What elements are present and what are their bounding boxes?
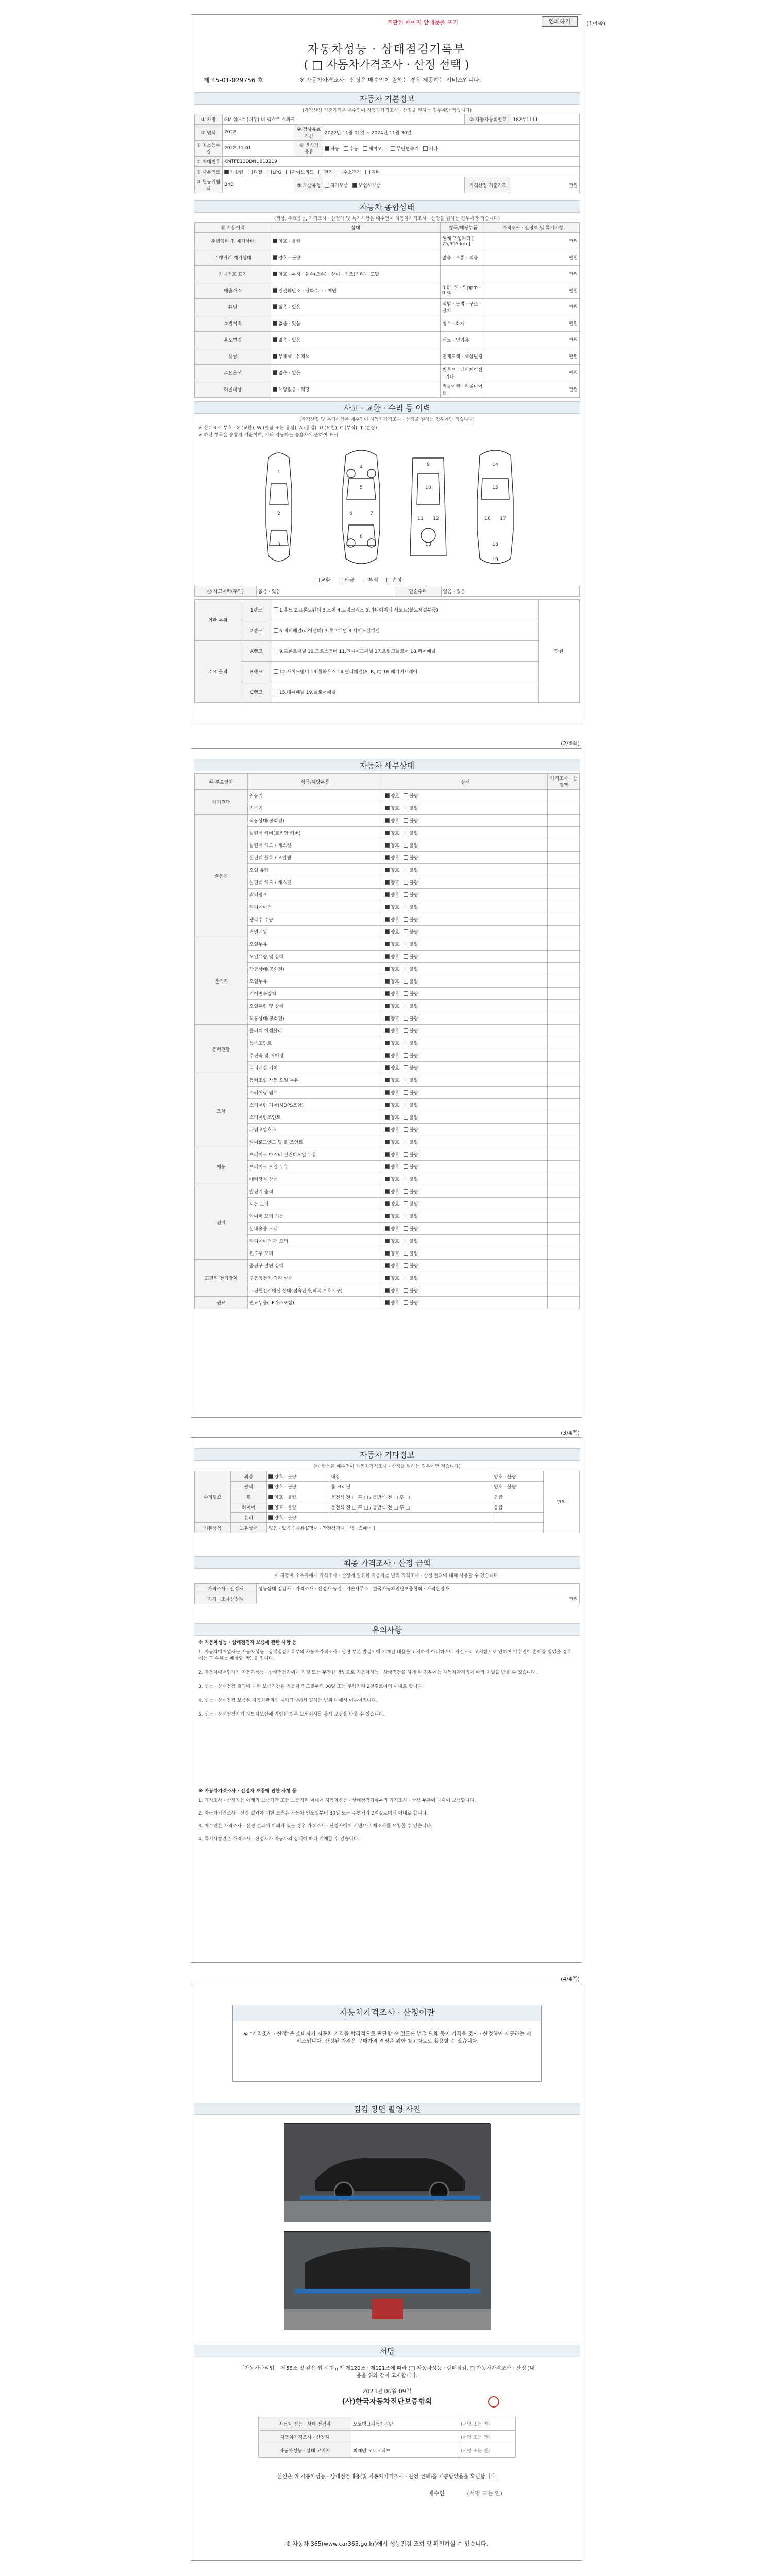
detail-row: 스티어링조인트 양호 불량 xyxy=(195,1111,580,1124)
overall-table: ⑪ 사용이력 상태 항목/해당부품 가격조사 · 산정액 및 특기사항 주행거리 및 계기상태 양호 · 불량 현재 주행거리 [ 75,995 km ] 만원 주행거리 계기상태 양호 · 불량 많음 · 보통 · 적음 만원 차대번호 표기 양호 · 부식 · 훼손(오손) · 상이 · 변조(변타) · 도말 만원 배출가스 일산화탄소 · 탄화수소 · 매연 0.01 % · 5 ppm · 0 % 만원 튜닝 없음 · 있음 적법 · 불법 · 구조 · 장치 만원 특별이력 없음 · 있음 침수 · 화재 만원 용도변경 없음 · 있음 렌트 · 영업용 만원 색상 무채색 · 유채색 전체도색 · 색상변경 만원 주요옵션 없음 · 있음 썬루프 · 네비게이션 · 기타 만원 리콜대상 해당없음 · 해당 리콜이행 · 리콜미이행 만원 xyxy=(194,222,580,398)
page-number: (1/4쪽) xyxy=(586,20,606,27)
document-title: 자동차성능 · 상태점검기록부 xyxy=(307,43,465,56)
page-1 xyxy=(191,14,606,725)
part-number-5: 5 xyxy=(360,485,363,490)
detail-row: 냉각수 수량 양호 불량 xyxy=(195,913,580,926)
part-number-12: 12 xyxy=(433,516,439,521)
frame-row: 2랭크 6.쿼터패널(리어펜더) 7.루프패널 8.사이드실패널 xyxy=(195,620,580,641)
overall-row: 색상 무채색 · 유채색 전체도색 · 색상변경 만원 xyxy=(195,348,580,365)
info-box xyxy=(232,2005,542,2082)
basic-info-note: (가격산정 기준가격은 매수인이 자동차가격조사 · 산정을 원하는 경우에만 적습니다) xyxy=(302,108,472,113)
document-notice: ※ 자동차가격조사 · 산정은 매수인이 원하는 경우 제공하는 서비스입니다. xyxy=(299,77,481,83)
option: 수동 xyxy=(344,147,358,152)
legend-item: 판금 xyxy=(339,578,354,583)
part-number-1: 1 xyxy=(277,470,280,475)
page-number: (3/4쪽) xyxy=(561,1430,580,1436)
other-row: 수리필요 외장 양호 · 불량 내장 양호 · 불량 만원 xyxy=(195,1471,580,1482)
overall-row: 차대번호 표기 양호 · 부식 · 훼손(오손) · 상이 · 변조(변타) · 도말 만원 xyxy=(195,266,580,282)
detail-row: 실린더 블록 / 오일팬 양호 불량 xyxy=(195,852,580,864)
option: 수소전기 xyxy=(338,170,361,175)
section-detail: 자동차 세부상태 xyxy=(194,759,580,771)
detail-row: 실린더 커버(로커암 커버) 양호 불량 xyxy=(195,827,580,839)
page-number: (4/4쪽) xyxy=(561,1976,580,1982)
detail-row: 스티어링 기어(MDPS포함) 양호 불량 xyxy=(195,1099,580,1111)
other-row: 타이어 양호 · 불량 운전석 전 □ 후 □ / 동반석 전 □ 후 □ 응급 xyxy=(195,1502,580,1513)
frame-row: 외판 부위 1랭크 1.후드 2.프론트휀더 3.도어 4.트렁크리드 5.라디에이터 서포트(볼트체결부품) 만원 xyxy=(195,600,580,620)
section-cautions: 유의사항 xyxy=(194,1623,580,1636)
part-number-8: 8 xyxy=(360,534,363,539)
option: 자동 xyxy=(325,147,339,152)
part-number-17: 17 xyxy=(500,516,506,521)
legend-item: 교환 xyxy=(315,578,330,583)
frame-row: 주요 골격 A랭크 9.프론트패널 10.크로스멤버 11.인사이드패널 17.트렁크플로어 18.리어패널 xyxy=(195,641,580,662)
part-number-6: 6 xyxy=(349,511,352,516)
signature-row: 자동차성능 · 상태 고지자 최재민 오토모티브 (서명 또는 인) xyxy=(259,2444,516,2458)
option: 자가보증 xyxy=(325,183,348,189)
overall-row: 주요옵션 없음 · 있음 썬루프 · 네비게이션 · 기타 만원 xyxy=(195,365,580,381)
section-signature: 서명 xyxy=(194,2345,580,2357)
section-overall: 자동차 종합상태 xyxy=(194,200,580,213)
option: LPG xyxy=(267,170,281,175)
overall-row: 배출가스 일산화탄소 · 탄화수소 · 매연 0.01 % · 5 ppm · 0 % 만원 xyxy=(195,282,580,299)
cautions-title-2: ※ 자동차가격조사 · 산정자 보증에 관한 사항 등 xyxy=(198,1789,297,1794)
section-accident: 사고 · 교환 · 수리 등 이력 xyxy=(194,401,580,414)
part-number-11: 11 xyxy=(417,516,424,521)
detail-row: 오일유량 및 상태 양호 불량 xyxy=(195,1000,580,1012)
legend-row xyxy=(315,575,459,583)
accident-table: ⑫ 사고이력(주의) 없음 · 있음 단순수리 없음 · 있음 xyxy=(194,586,580,597)
signature-date: 2023년 06월 09일 xyxy=(362,2388,412,2395)
notice-link[interactable]: 조판된 페이지 안내문을 포기 xyxy=(387,19,459,26)
caution-line: 1. 자동차매매업자는 자동차성능 · 상태점검기록부의 자동차가격조사 · 산정 부분 발급시에 기재된 내용을 고지하지 아니하거나 거짓으로 고지함으로 인하여 매수인이 손해를 입었을 경우에는 그 손해를 배상할 책임을 집니다. xyxy=(198,1650,572,1662)
option: 디젤 xyxy=(248,170,262,175)
part-number-14: 14 xyxy=(492,462,498,467)
detail-row: 원동기 작동상태(공회전) 양호 불량 xyxy=(195,815,580,827)
detail-row: 구동축전지 격리 상태 양호 불량 xyxy=(195,1272,580,1284)
caution-line: 5. 성능 · 상태점검자가 자동차보험에 가입한 경우 보험회사를 통해 보상을 받을 수 있습니다. xyxy=(198,1712,385,1717)
other-table xyxy=(194,1471,580,1533)
detail-row: 제동 브레이크 마스터 실린더오일 누유 양호 불량 xyxy=(195,1148,580,1161)
detail-row: 라디에이터 양호 불량 xyxy=(195,901,580,913)
page-3 xyxy=(191,1430,582,1963)
part-number-4: 4 xyxy=(360,465,363,470)
detail-row: 작동상태(공회전) 양호 불량 xyxy=(195,1012,580,1025)
detail-row: 오일누유 양호 불량 xyxy=(195,975,580,988)
other-row-basic: 기본품목 보유상태 없음 · 있음 [ 사용설명서 · 안전삼각대 · 잭 · 스패너 ] xyxy=(195,1523,580,1533)
part-number-15: 15 xyxy=(492,485,498,490)
detail-row: 기어변속장치 양호 불량 xyxy=(195,988,580,1000)
cautions-list-1 xyxy=(198,1649,576,1725)
detail-row: 오일 유량 양호 불량 xyxy=(195,864,580,876)
document-subtitle: ( □ 자동차가격조사 · 산정 선택 ) xyxy=(304,59,469,72)
detail-row: 전기 발전기 출력 양호 불량 xyxy=(195,1185,580,1198)
cautions-list-2 xyxy=(198,1798,576,1849)
inspection-photo-side xyxy=(284,2123,490,2221)
detail-row: 작동상태(공회전) 양호 불량 xyxy=(195,963,580,975)
option: 보험사보증 xyxy=(352,183,380,189)
overall-row: 튜닝 없음 · 있음 적법 · 불법 · 구조 · 장치 만원 xyxy=(195,299,580,315)
legend-item: 손상 xyxy=(386,578,402,583)
caution-line: 1. 가격조사 · 산정자는 아래의 보증기간 또는 보증거리 이내에 자동차성능 · 상태점검기록부의 가격조사 · 산정 부분에 대하여 보증합니다. xyxy=(198,1798,476,1803)
part-number-19: 19 xyxy=(492,557,498,563)
detail-row: 고전원전기배선 상태(접속단자,피복,보호기구) 양호 불량 xyxy=(195,1284,580,1297)
detail-row: 스티어링 펌프 양호 불량 xyxy=(195,1087,580,1099)
section-final-price: 최종 가격조사 · 산정 금액 xyxy=(194,1556,580,1569)
caution-line: 2. 자동차매매업자가 자동차성능 · 상태점검자에게 거짓 또는 부정한 방법으로 자동차성능 · 상태점검을 하게 한 경우에는 자동차관리법에 따라 처벌을 받을 수 있습니다. xyxy=(198,1670,537,1675)
part-number-16: 16 xyxy=(484,516,491,521)
overall-row: 용도변경 없음 · 있음 렌트 · 영업용 만원 xyxy=(195,332,580,348)
part-number-10: 10 xyxy=(425,485,431,490)
detail-row: 디퍼렌셜 기어 양호 불량 xyxy=(195,1062,580,1074)
part-number-3: 3 xyxy=(277,542,280,547)
other-row: 광택 양호 · 불량 룸 크리닝 양호 · 불량 xyxy=(195,1482,580,1492)
inspection-photo-under xyxy=(284,2231,490,2329)
legend-note: ※ 상태표시 부호 : X (교환), W (판금 또는 용접), A (흠집), U (요철), C (부식), T (손상) xyxy=(198,426,377,431)
caution-line: 4. 특기사항란은 가격조사 · 산정자가 자동차의 상태에 따라 기재할 수 있습니다. xyxy=(198,1837,360,1842)
detail-row: 배력장치 상태 양호 불량 xyxy=(195,1173,580,1185)
frame-row: B랭크 12.사이드멤버 13.휠하우스 14.필러패널(A, B, C) 16.패키지트레이 xyxy=(195,662,580,682)
document-number: 제 45-01-029756 호 xyxy=(204,77,263,84)
detail-row: 연료 연료누출(LP가스포함) 양호 불량 xyxy=(195,1297,580,1309)
page-number: (2/4쪽) xyxy=(561,740,580,747)
other-note: (⑮ 항목은 매수인이 자동차가격조사 · 산정을 원하는 경우에만 적습니다) xyxy=(313,1464,461,1469)
overall-row: 주행거리 계기상태 양호 · 불량 많음 · 보통 · 적음 만원 xyxy=(195,249,580,266)
final-text: 이 자동차 소유자에게 가격조사 · 산정에 필요한 자동차를 빌려 가격조사 · 산정 결과에 대해 사용할 수 있습니다. xyxy=(274,1573,500,1579)
overall-row: 리콜대상 해당없음 · 해당 리콜이행 · 리콜미이행 만원 xyxy=(195,381,580,398)
detail-table: ⑭ 주요장치 항목/해당부품 상태 가격조사 · 산정액 자기진단 원동기 양호 불량 변속기 양호 불량 원동기 작동상태(공회전) 양호 불량 실린더 커버(로커암 커버) 양호 불량 실린더 헤드 / 개스킷 양호 불량 실린더 블록 / 오일팬 양호 불량 오일 유량 양호 불량 실린더 헤드 / 개스킷 양호 불량 워터펌프 양호 불량 라디에이터 양호 불량 냉각수 수량 양호 불량 커먼레일 양호 불량 변속기 오일누유 양호 불량 오일유량 및 상태 양호 불량 작동상태(공회전) 양호 불량 오일누유 양호 불량 기어변속장치 양호 불량 오일유량 및 상태 양호 불량 작동상태(공회전) 양호 불량 동력전달 클러치 어셈블리 양호 불량 등속조인트 양호 불량 추진축 및 베어링 양호 불량 디퍼렌셜 기어 양호 불량 조향 동력조향 작동 오일 누유 양호 불량 스티어링 펌프 양호 불량 스티어링 기어(MDPS포함) 양호 불량 스티어링조인트 양호 불량 파워고압호스 양호 불량 타이로드엔드 및 볼 조인트 양호 불량 제동 브레이크 마스터 실린더오일 누유 양호 불량 브레이크 오일 누유 양호 불량 배력장치 상태 양호 불량 전기 발전기 출력 양호 불량 시동 모터 양호 불량 와이퍼 모터 기능 양호 불량 실내송풍 모터 양호 불량 라디에이터 팬 모터 양호 불량 윈도우 모터 양호 불량 고전원 전기장치 충전구 절연 상태 양호 불량 구동축전지 격리 상태 양호 불량 고전원전기배선 상태(접속단자,피복,보호기구) 양호 불량 연료 연료누출(LP가스포함) 양호 불량 xyxy=(194,773,580,1309)
detail-row: 오일유량 및 상태 양호 불량 xyxy=(195,951,580,963)
option: 무단변속기 xyxy=(391,147,418,152)
caution-line: 2. 자동차가격조사 · 산정 결과에 대한 보증은 자동차 인도일부터 30일 또는 주행거리 2천킬로미터 이내로 합니다. xyxy=(198,1811,428,1816)
signature-row: 자동차가격조사 · 산정자 (서명 또는 인) xyxy=(259,2431,516,2444)
detail-row: 실린더 헤드 / 개스킷 양호 불량 xyxy=(195,876,580,889)
print-button[interactable]: 인쇄하기 xyxy=(542,16,578,27)
company-stamp xyxy=(488,2396,499,2408)
detail-row: 자기진단 원동기 양호 불량 xyxy=(195,790,580,802)
frame-table xyxy=(194,599,580,703)
section-photos: 점검 장면 촬영 사진 xyxy=(194,2103,580,2115)
part-number-7: 7 xyxy=(370,511,373,516)
detail-row: 파워고압호스 양호 불량 xyxy=(195,1124,580,1136)
car-diagram xyxy=(248,443,526,571)
cautions-title-1: ※ 자동차성능 · 상태점검자 보증에 관한 사항 등 xyxy=(198,1640,297,1646)
buyer-row: 매수인 (서명 또는 인) xyxy=(428,2490,503,2497)
detail-row: 변속기 양호 불량 xyxy=(195,802,580,815)
caution-line: 3. 성능 · 상태점검 결과에 대한 보증기간은 자동차 인도일부터 30일 또는 주행거리 2천킬로미터 이내로 합니다. xyxy=(198,1684,424,1689)
overall-row: 특별이력 없음 · 있음 침수 · 화재 만원 xyxy=(195,315,580,332)
detail-row: 조향 동력조향 작동 오일 누유 양호 불량 xyxy=(195,1074,580,1087)
part-number-labels xyxy=(277,462,506,563)
detail-row: 변속기 오일누유 양호 불량 xyxy=(195,938,580,951)
part-number-18: 18 xyxy=(492,542,498,547)
section-basic-info: 자동차 기본정보 xyxy=(194,92,580,105)
detail-row: 타이로드엔드 및 볼 조인트 양호 불량 xyxy=(195,1136,580,1148)
overall-note: (색상, 주요옵션, 가격조사 · 산정액 및 특기사항은 매수인이 자동차가격조사 · 산정을 원하는 경우에만 적습니다) xyxy=(274,216,500,222)
detail-row: 와이퍼 모터 기능 양호 불량 xyxy=(195,1210,580,1223)
option: 가솔린 xyxy=(224,170,243,175)
option: 세미오토 xyxy=(363,147,386,152)
signature-table xyxy=(258,2417,516,2458)
detail-row: 시동 모터 양호 불량 xyxy=(195,1198,580,1210)
detail-row: 동력전달 클러치 어셈블리 양호 불량 xyxy=(195,1025,580,1037)
basic-info-table: ① 차명 GM 쉐보레(대우) 더 넥스트 스파크 ② 자동차등록번호 182무1111 ③ 연식 2022 ④ 검사유효기간 2022년 11월 01일 ~ 2024년 11월 30일 ⑤ 최초등록일 2022-11-01 ⑥ 변속기 종류 자동 수동 세미오토 무단변속기 기타 ⑦ 차대번호 KMTFE11DDNU013219 ⑧ 사용연료 가솔린 디젤 LPG 하이브리드 전기 수소전기 기타 ⑩ 원동기형식 B4D ⑨ 보증유형 자가보증 보험사보증 가격산정 기준가격 만원 xyxy=(194,114,580,193)
detail-row: 커먼레일 양호 불량 xyxy=(195,926,580,938)
signature-law-text: 「자동차관리법」 제58조 및 같은 법 시행규칙 제120조 · 제121조에 따라 (□ 자동차성능 · 상태점검, □ 자동차가격조사 · 산정 )내용을 위와 같이 고지합니다. xyxy=(239,2366,535,2379)
part-number-13: 13 xyxy=(425,542,431,547)
frame-row: C랭크 15.대쉬패널 19.플로어패널 xyxy=(195,682,580,703)
detail-row: 고전원 전기장치 충전구 절연 상태 양호 불량 xyxy=(195,1260,580,1272)
option: 하이브리드 xyxy=(286,170,314,175)
legend-note-2: ※ 하단 항목은 승용차 기준이며, 기타 자동차는 승용차에 준하여 표시 xyxy=(198,433,338,438)
info-box-text: ※ "가격조사 · 산정"은 소비자가 자동차 가격을 합리적으로 판단할 수 있도록 법정 단체 등이 가격을 조사 · 산정하여 제공하는 서비스입니다. 산정된 가격은 구매가격 결정을 위한 참고자료로 활용할 수 있습니다. xyxy=(244,2031,531,2044)
accident-note: (가격산정 및 특기사항은 매수인이 자동차가격조사 · 산정을 원하는 경우에만 적습니다) xyxy=(299,417,475,422)
option: 전기 xyxy=(318,170,333,175)
detail-row: 실내송풍 모터 양호 불량 xyxy=(195,1223,580,1235)
receipt-text: 본인은 위 자동차성능 · 상태점검내용(및 자동차가격조사 · 산정 선택)을 제공받았음을 확인합니다. xyxy=(277,2474,497,2480)
top-bar xyxy=(191,15,582,28)
info-box-title: 자동차가격조사 · 산정이란 xyxy=(233,2005,541,2021)
overall-row: 주행거리 및 계기상태 양호 · 불량 현재 주행거리 [ 75,995 km ] 만원 xyxy=(195,233,580,249)
car-top-view-3 xyxy=(410,458,446,556)
footer-note: ※ 자동차 365(www.car365.go.kr)에서 성능점검 조회 및 확인하실 수 있습니다. xyxy=(285,2540,489,2547)
detail-row: 브레이크 오일 누유 양호 불량 xyxy=(195,1161,580,1173)
caution-line: 3. 매수인은 가격조사 · 산정 결과에 이의가 있는 경우 가격조사 · 산정자에게 서면으로 재조사를 요청할 수 있습니다. xyxy=(198,1824,433,1829)
option: 기타 xyxy=(365,170,380,175)
part-number-9: 9 xyxy=(427,462,430,467)
page-2 xyxy=(191,740,582,1418)
detail-row: 라디에이터 팬 모터 양호 불량 xyxy=(195,1235,580,1247)
section-other: 자동차 기타정보 xyxy=(194,1448,580,1461)
other-row: 유리 양호 · 불량 xyxy=(195,1513,580,1523)
detail-row: 워터펌프 양호 불량 xyxy=(195,889,580,901)
detail-row: 윈도우 모터 양호 불량 xyxy=(195,1247,580,1260)
detail-row: 등속조인트 양호 불량 xyxy=(195,1037,580,1049)
part-number-2: 2 xyxy=(277,511,280,516)
caution-line: 4. 성능 · 상태점검 보증은 자동차관리법 시행규칙에서 정하는 범위 내에서 이루어집니다. xyxy=(198,1698,378,1703)
signature-company: (사)한국자동차진단보증협회 xyxy=(342,2398,432,2406)
option: 기타 xyxy=(423,147,438,152)
final-table: 가격조사 · 산정자 성능상태 점검자 · 가격조사 · 산정자 동일 · 기술사무소 · 한국자동차진단보증협회 · 가격산정자 가격 · 조사산정자 만원 xyxy=(194,1583,580,1604)
other-row: 휠 양호 · 불량 운전석 전 □ 후 □ / 동반석 전 □ 후 □ 응급 xyxy=(195,1492,580,1502)
detail-row: 추진축 및 베어링 양호 불량 xyxy=(195,1049,580,1062)
detail-row: 실린더 헤드 / 개스킷 양호 불량 xyxy=(195,839,580,852)
legend-item: 부식 xyxy=(363,578,378,583)
page-4 xyxy=(191,1976,582,2561)
signature-row: 자동차 성능 · 상태 점검자 오토뱅크자동차진단 (서명 또는 인) xyxy=(259,2417,516,2431)
